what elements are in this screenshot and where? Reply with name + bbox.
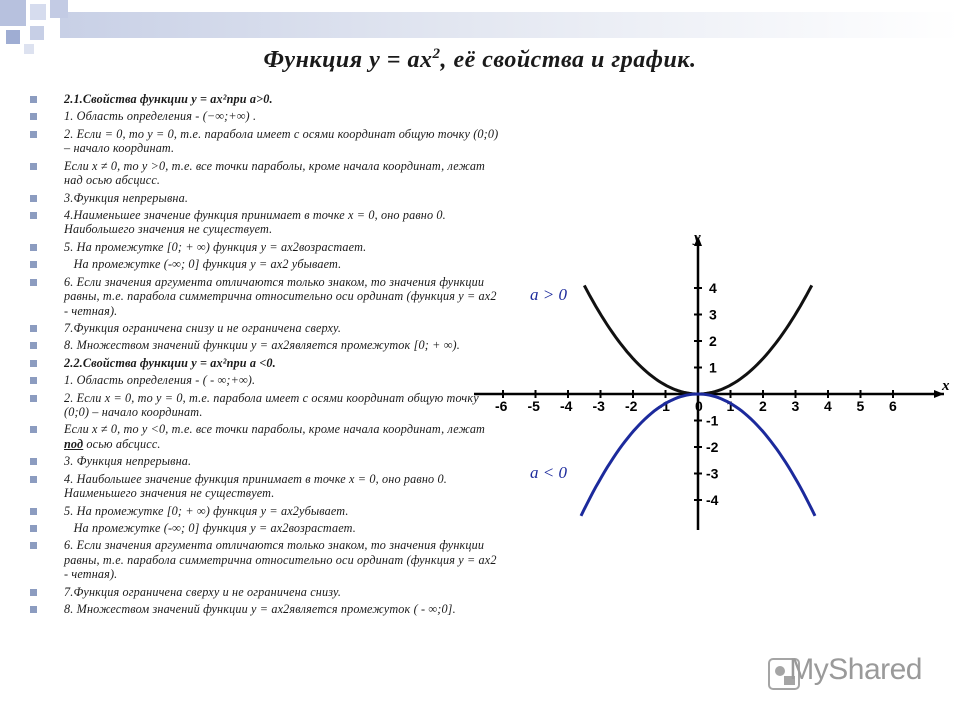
list-item: На промежутке (-∞; 0] функция у = ах2 убывает. bbox=[30, 257, 502, 272]
x-tick-label: 5 bbox=[856, 398, 865, 414]
list-item-text: осью абсцисс. bbox=[83, 436, 161, 451]
list-item: 7.Функция ограничена снизу и не ограничена сверху. bbox=[30, 321, 502, 336]
underlined-word: под bbox=[64, 436, 84, 451]
y-tick-label: -1 bbox=[706, 412, 719, 429]
decor-square bbox=[30, 4, 46, 20]
x-tick-label: -1 bbox=[657, 398, 670, 414]
x-tick-label: 0 bbox=[695, 398, 703, 414]
x-tick-label: 1 bbox=[726, 398, 735, 414]
header-gradient-bar bbox=[60, 12, 960, 38]
list-item: 4. Наибольшее значение функция принимает в точке х = 0, оно равно 0. Наименьшего значения не существует. bbox=[30, 472, 502, 501]
x-tick-label: 3 bbox=[791, 398, 800, 414]
list-item: 1. Область определения - (−∞;+∞) . bbox=[30, 109, 502, 124]
list-item: На промежутке (-∞; 0] функция у = ах2возрастает. bbox=[30, 521, 502, 536]
x-tick-label: -4 bbox=[560, 398, 573, 414]
y-tick-label: -4 bbox=[706, 492, 719, 508]
list-item: 1. Область определения - ( - ∞;+∞). bbox=[30, 373, 502, 388]
label-a-negative: a < 0 bbox=[530, 463, 567, 482]
list-item: 2. Если = 0, то у = 0, т.е. парабола имеет с осями координат общую точку (0;0) – начало координат. bbox=[30, 127, 502, 156]
x-tick-label: -6 bbox=[495, 398, 508, 414]
list-item: 3. Функция непрерывна. bbox=[30, 454, 502, 469]
list-item: 3.Функция непрерывна. bbox=[30, 191, 502, 206]
x-axis-label: x bbox=[942, 378, 950, 394]
y-axis-label: y bbox=[694, 230, 701, 246]
y-tick-label: 1 bbox=[709, 359, 717, 376]
x-tick-label: -2 bbox=[625, 398, 638, 414]
y-tick-label: 4 bbox=[709, 280, 717, 296]
x-tick-label: 4 bbox=[824, 398, 832, 414]
x-tick-label: -5 bbox=[527, 398, 540, 414]
properties-list bbox=[30, 92, 502, 620]
list-item-text: Если х ≠ 0, то у <0, т.е. все точки параболы, кроме начала координат, лежат bbox=[64, 422, 486, 437]
list-item bbox=[30, 422, 502, 451]
list-item: 8. Множеством значений функции у = ах2является промежуток [0; + ∞). bbox=[30, 338, 502, 353]
watermark: MyShared bbox=[789, 653, 922, 686]
list-item: 5. На промежутке [0; + ∞) функция у = ах2убывает. bbox=[30, 504, 502, 519]
list-item: 5. На промежутке [0; + ∞) функция у = ах2возрастает. bbox=[30, 240, 502, 255]
decor-square bbox=[50, 0, 68, 18]
decor-square bbox=[0, 0, 26, 26]
list-item: 6. Если значения аргумента отличаются только знаком, то значения функции равны, т.е. парабола симметрична относительно оси ординат (функция у = ах2 - четная). bbox=[30, 538, 502, 582]
list-item: 4.Наименьшее значение функция принимает в точке х = 0, оно равно 0. Наибольшего значения не существует. bbox=[30, 208, 502, 237]
x-tick-label: -3 bbox=[592, 398, 605, 414]
x-tick-label: 6 bbox=[889, 398, 897, 414]
y-tick-label: 3 bbox=[709, 306, 717, 323]
list-item: 2.2.Свойства функции у = ах²при а <0. bbox=[30, 356, 502, 371]
list-item: 6. Если значения аргумента отличаются только знаком, то значения функции равны, т.е. парабола симметрична относительно оси ординат (функция у = ах2 - четная). bbox=[30, 275, 502, 319]
list-item: 2.1.Свойства функции у = ах²при а>0. bbox=[30, 92, 502, 107]
list-item: Если х ≠ 0, то у >0, т.е. все точки параболы, кроме начала координат, лежат над осью абсцисс. bbox=[30, 159, 502, 188]
list-item: 8. Множеством значений функции у = ах2является промежуток ( - ∞;0]. bbox=[30, 602, 502, 617]
y-tick-label: -2 bbox=[706, 439, 719, 455]
y-tick-label: 2 bbox=[709, 333, 717, 349]
list-item: 2. Если х = 0, то у = 0, т.е. парабола имеет с осями координат общую точку (0;0) – начало координат. bbox=[30, 391, 502, 420]
slide-title: Функция $у = ах^2$, её свойства и график. bbox=[263, 46, 697, 73]
x-tick-label: 2 bbox=[759, 398, 767, 414]
decor-square bbox=[30, 26, 44, 40]
list-item: 7.Функция ограничена сверху и не ограничена снизу. bbox=[30, 585, 502, 600]
y-tick-label: -3 bbox=[706, 465, 719, 482]
parabola-graph bbox=[466, 222, 956, 540]
label-a-positive: a > 0 bbox=[530, 285, 567, 304]
decor-square bbox=[6, 30, 20, 44]
